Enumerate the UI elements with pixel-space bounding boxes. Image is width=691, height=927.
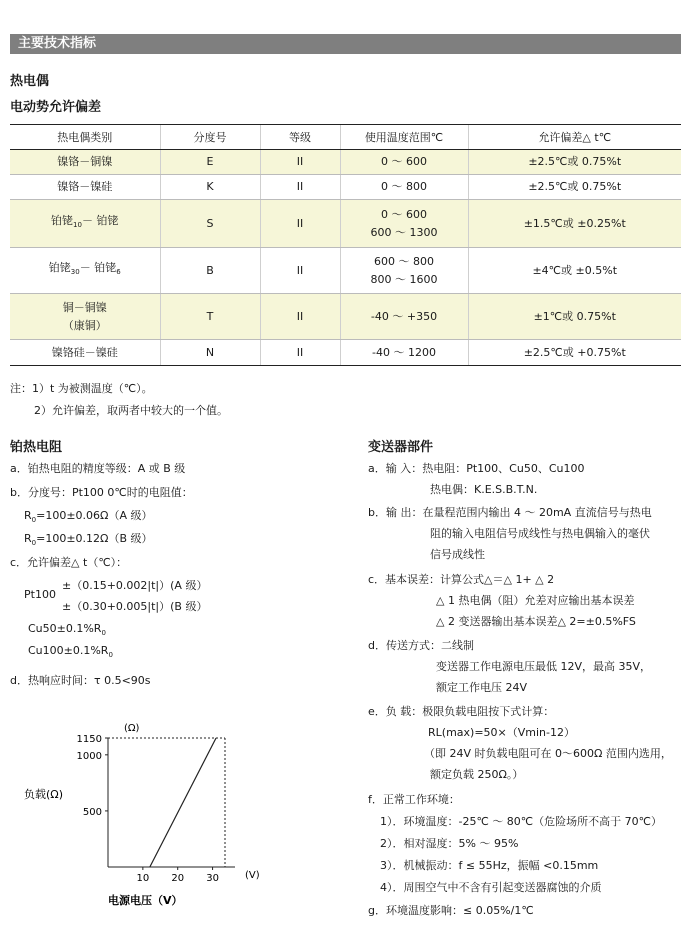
rtd-r0-b: $R_0=100\pm 0.12\Omega(B$ 级） [24, 532, 153, 548]
transmitter-item-d1: d．传送方式：二线制 [368, 639, 474, 652]
cell-grade: II [260, 340, 340, 366]
cell-range: 0 ～ 600 600 ～ 1300 [340, 200, 468, 248]
cell-type: 铜－铜镍 （康铜） [10, 294, 160, 340]
note-2: 2）允许偏差，取两者中较大的一个值。 [34, 404, 228, 417]
cell-tolerance: ±1.5℃或 ±0.25%t [468, 200, 681, 248]
y-unit-label: (Ω) [124, 723, 140, 734]
transmitter-item-e3: （即 24V 时负载电阻可在 0～600Ω 范围内选用， [424, 747, 672, 760]
rtd-r0-a: $R_0=100\pm 0.06\Omega(A$ 级） [24, 509, 153, 525]
transmitter-item-f1: 1）．环境温度：-25℃ ～ 80℃（危险场所不高于 70℃） [380, 815, 663, 828]
transmitter-item-e1: e．负 载：极限负载电阻按下式计算： [368, 705, 555, 718]
cell-type: 镍铬－铜镍 [10, 150, 160, 175]
cell-tolerance: ±2.5℃或 0.75%t [468, 150, 681, 175]
rtd-item-a: a．铂热电阻的精度等级：A 或 B 级 [10, 462, 186, 475]
transmitter-title: 变送器部件 [368, 440, 434, 455]
cell-code: E [160, 150, 260, 175]
cell-type: 铂铑$_{30}$－ 铂铑$_6$ [10, 248, 160, 294]
transmitter-item-f: f．正常工作环境： [368, 793, 460, 806]
cell-range: 0 ～ 600 [340, 150, 468, 175]
transmitter-item-b1: b．输 出：在量程范围内输出 4 ～ 20mA 直流信号与热电 [368, 506, 652, 519]
table-row [10, 248, 681, 294]
emf-tolerance-subtitle: 电动势允许偏差 [10, 100, 102, 115]
pt100-label: Pt100 [24, 588, 56, 601]
cell-grade: II [260, 175, 340, 200]
cell-range: 600 ～ 800 800 ～ 1600 [340, 248, 468, 294]
transmitter-item-e4: 额定负载 250Ω。） [430, 768, 524, 781]
cu50-tolerance: $Cu50\pm 0.1\%R_0$ [28, 622, 106, 638]
cell-type: 镍铬硅－镍硅 [10, 340, 160, 366]
transmitter-item-f4: 4）．周围空气中不含有引起变送器腐蚀的介质 [380, 881, 602, 894]
table-header-row [10, 125, 681, 150]
x-tick-label: 20 [171, 873, 185, 884]
rtd-item-b: b．分度号：Pt100 0℃时的电阻值： [10, 486, 193, 499]
x-axis-label: 电源电压（V） [108, 894, 183, 907]
x-unit-label: (V) [245, 870, 260, 881]
pt100-class-b: ±（0.30+0.005|t|）(B 级） [62, 600, 208, 613]
x-tick-label: 30 [206, 873, 219, 884]
transmitter-item-b2: 阻的输入电阻信号成线性与热电偶输入的毫伏 [430, 527, 650, 540]
transmitter-item-d2: 变送器工作电源电压最低 12V，最高 35V， [436, 660, 652, 673]
y-tick-label: 500 [82, 806, 102, 818]
cell-code: T [160, 294, 260, 340]
cell-range: 0 ～ 800 [340, 175, 468, 200]
header-code: 分度号 [160, 125, 260, 150]
table-row [10, 150, 681, 175]
transmitter-item-c3: △ 2 变送器输出基本误差△ 2=±0.5%FS [436, 615, 636, 628]
transmitter-item-g: g．环境温度影响：≤ 0.05%/1℃ [368, 904, 534, 917]
load-line [150, 738, 216, 867]
cell-code: N [160, 340, 260, 366]
cell-range: -40 ～ 1200 [340, 340, 468, 366]
table-row [10, 294, 681, 340]
cell-tolerance: ±2.5℃或 0.75%t [468, 175, 681, 200]
note-1: 注：1）t 为被测温度（℃）。 [10, 382, 153, 395]
cu100-tolerance: $Cu100\pm 0.1\%R_0$ [28, 644, 113, 660]
table-row [10, 340, 681, 366]
cell-code: B [160, 248, 260, 294]
cell-code: K [160, 175, 260, 200]
rtd-item-d: d．热响应时间：τ 0.5<90s [10, 674, 151, 687]
transmitter-item-d3: 额定工作电压 24V [436, 681, 528, 694]
transmitter-item-f2: 2）．相对湿度：5% ～ 95% [380, 837, 519, 850]
y-tick-label: 1000 [76, 750, 102, 762]
transmitter-item-b3: 信号成线性 [430, 548, 485, 561]
transmitter-item-c1: c．基本误差：计算公式△＝△ 1+ △ 2 [368, 573, 555, 586]
cell-grade: II [260, 248, 340, 294]
rtd-title: 铂热电阻 [10, 440, 63, 455]
transmitter-item-c2: △ 1 热电偶（阻）允差对应输出基本误差 [436, 594, 635, 607]
y-axis-label: 负载(Ω) [24, 788, 63, 801]
header-tolerance: 允许偏差△ t℃ [468, 125, 681, 150]
pt100-class-a: ±（0.15+0.002|t|）(A 级） [62, 579, 208, 592]
cell-range: -40 ～ +350 [340, 294, 468, 340]
table-row [10, 175, 681, 200]
cell-tolerance: ±2.5℃或 +0.75%t [468, 340, 681, 366]
thermocouple-title: 热电偶 [10, 74, 50, 89]
rtd-item-c: c．允许偏差△ t（℃）： [10, 556, 128, 569]
cell-grade: II [260, 200, 340, 248]
cell-grade: II [260, 150, 340, 175]
cell-grade: II [260, 294, 340, 340]
header-type: 热电偶类别 [10, 125, 160, 150]
cell-tolerance: ±4℃或 ±0.5%t [468, 248, 681, 294]
cell-code: S [160, 200, 260, 248]
section-banner: 主要技术指标 [10, 34, 681, 54]
cell-type: 铂铑$_{10}$－ 铂铑 [10, 200, 160, 248]
y-tick-label: 1150 [76, 734, 102, 745]
cell-tolerance: ±1℃或 0.75%t [468, 294, 681, 340]
table-row [10, 200, 681, 248]
load-voltage-chart [20, 718, 280, 913]
transmitter-item-e2: RL(max)=50×（Vmin-12） [428, 726, 575, 739]
cell-type: 镍铬－镍硅 [10, 175, 160, 200]
transmitter-item-a2: 热电偶：K.E.S.B.T.N. [430, 483, 538, 496]
transmitter-item-f3: 3）．机械振动：f ≤ 55Hz，振幅 <0.15mm [380, 859, 599, 872]
header-range: 使用温度范围℃ [340, 125, 468, 150]
thermocouple-table [10, 124, 681, 366]
x-tick-label: 10 [136, 873, 150, 884]
header-grade: 等级 [260, 125, 340, 150]
transmitter-item-a1: a．输 入：热电阻：Pt100、Cu50、Cu100 [368, 462, 585, 475]
